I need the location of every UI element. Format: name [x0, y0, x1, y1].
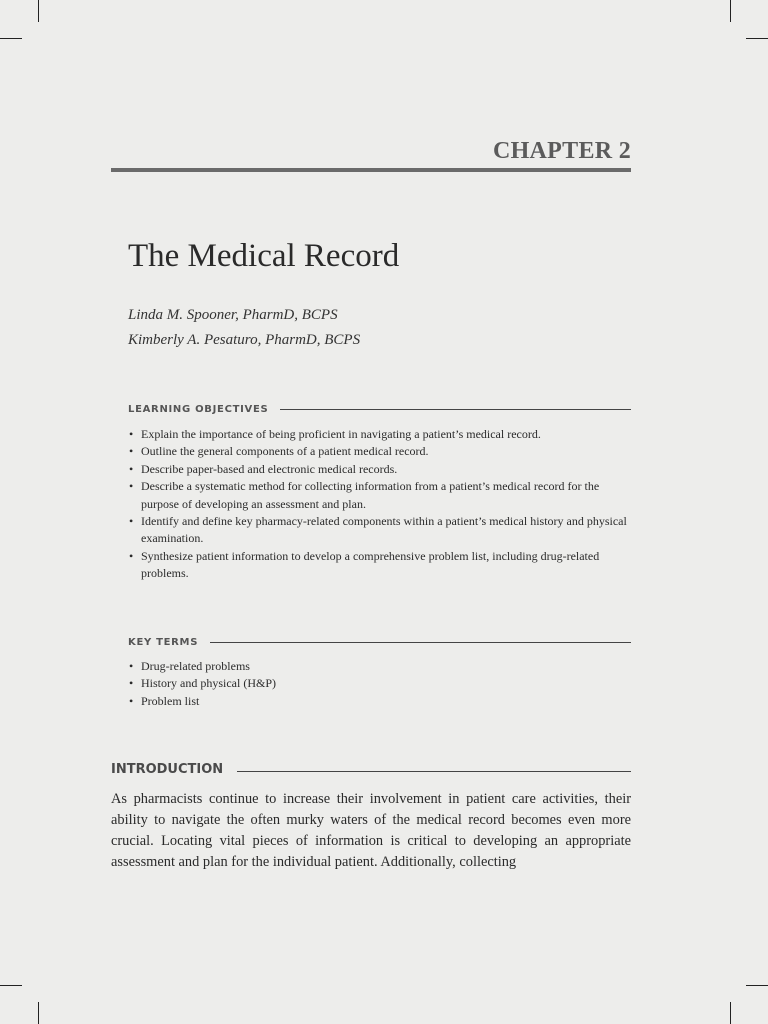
divider — [280, 409, 631, 410]
author-name: Kimberly A. Pesaturo, PharmD, BCPS — [128, 332, 361, 348]
objective-text: Identify and define key pharmacy-related components within a patient’s medical history and physical examination. — [141, 514, 627, 546]
key-terms-label: KEY TERMS — [128, 637, 199, 648]
list-item — [128, 675, 628, 692]
key-terms-heading — [128, 637, 631, 648]
key-term-text: History and physical (H&P) — [141, 676, 276, 691]
crop-mark — [38, 0, 39, 22]
bullet-icon: • — [129, 514, 134, 529]
learning-objectives-heading — [128, 404, 631, 415]
crop-mark — [38, 1002, 39, 1024]
list-item — [128, 693, 628, 710]
divider — [210, 642, 631, 643]
learning-objectives-label: LEARNING OBJECTIVES — [128, 404, 269, 415]
key-term-text: Drug-related problems — [141, 659, 250, 673]
objective-text: Outline the general components of a patient medical record. — [141, 444, 429, 459]
bullet-icon: • — [129, 444, 134, 459]
crop-mark — [730, 0, 731, 22]
crop-mark — [730, 1002, 731, 1024]
bullet-icon: • — [129, 548, 134, 563]
list-item — [128, 478, 628, 513]
list-item — [128, 658, 628, 675]
key-term-text: Problem list — [141, 693, 200, 708]
objective-text: Explain the importance of being proficient in navigating a patient’s medical record. — [141, 427, 541, 441]
chapter-label: CHAPTER 2 — [492, 138, 631, 164]
crop-mark — [746, 38, 768, 39]
crop-mark — [0, 985, 22, 986]
page-title: The Medical Record — [128, 238, 400, 274]
list-item — [128, 461, 628, 478]
chapter-rule — [111, 168, 631, 172]
introduction-paragraph: As pharmacists continue to increase their involvement in patient care activities, their ability to navigate the often murky waters of the medical record becomes even more crucial. Locating vital pieces of information is critical to developing an appropriate assessment and plan for the individual patient. Additionally, collecting — [111, 791, 631, 870]
introduction-heading — [111, 762, 631, 777]
objective-text: Synthesize patient information to develop a comprehensive problem list, including drug-related problems. — [141, 548, 600, 581]
crop-mark — [746, 985, 768, 986]
bullet-icon: • — [129, 659, 134, 673]
crop-mark — [0, 38, 22, 39]
bullet-icon: • — [129, 461, 134, 476]
bullet-icon: • — [129, 479, 134, 494]
list-item — [128, 443, 628, 460]
list-item — [128, 513, 628, 548]
divider — [237, 771, 631, 772]
introduction-label: INTRODUCTION — [111, 762, 224, 777]
learning-objectives-list — [128, 426, 628, 583]
bullet-icon: • — [129, 676, 134, 691]
objective-text: Describe a systematic method for collecting information from a patient’s medical record for the purpose of developing an assessment and plan. — [141, 479, 600, 511]
objective-text: Describe paper-based and electronic medical records. — [141, 461, 398, 476]
key-terms-list — [128, 658, 628, 710]
list-item — [128, 426, 628, 443]
bullet-icon: • — [129, 427, 134, 441]
author-name: Linda M. Spooner, PharmD, BCPS — [128, 307, 338, 323]
list-item — [128, 548, 628, 583]
bullet-icon: • — [129, 693, 134, 708]
